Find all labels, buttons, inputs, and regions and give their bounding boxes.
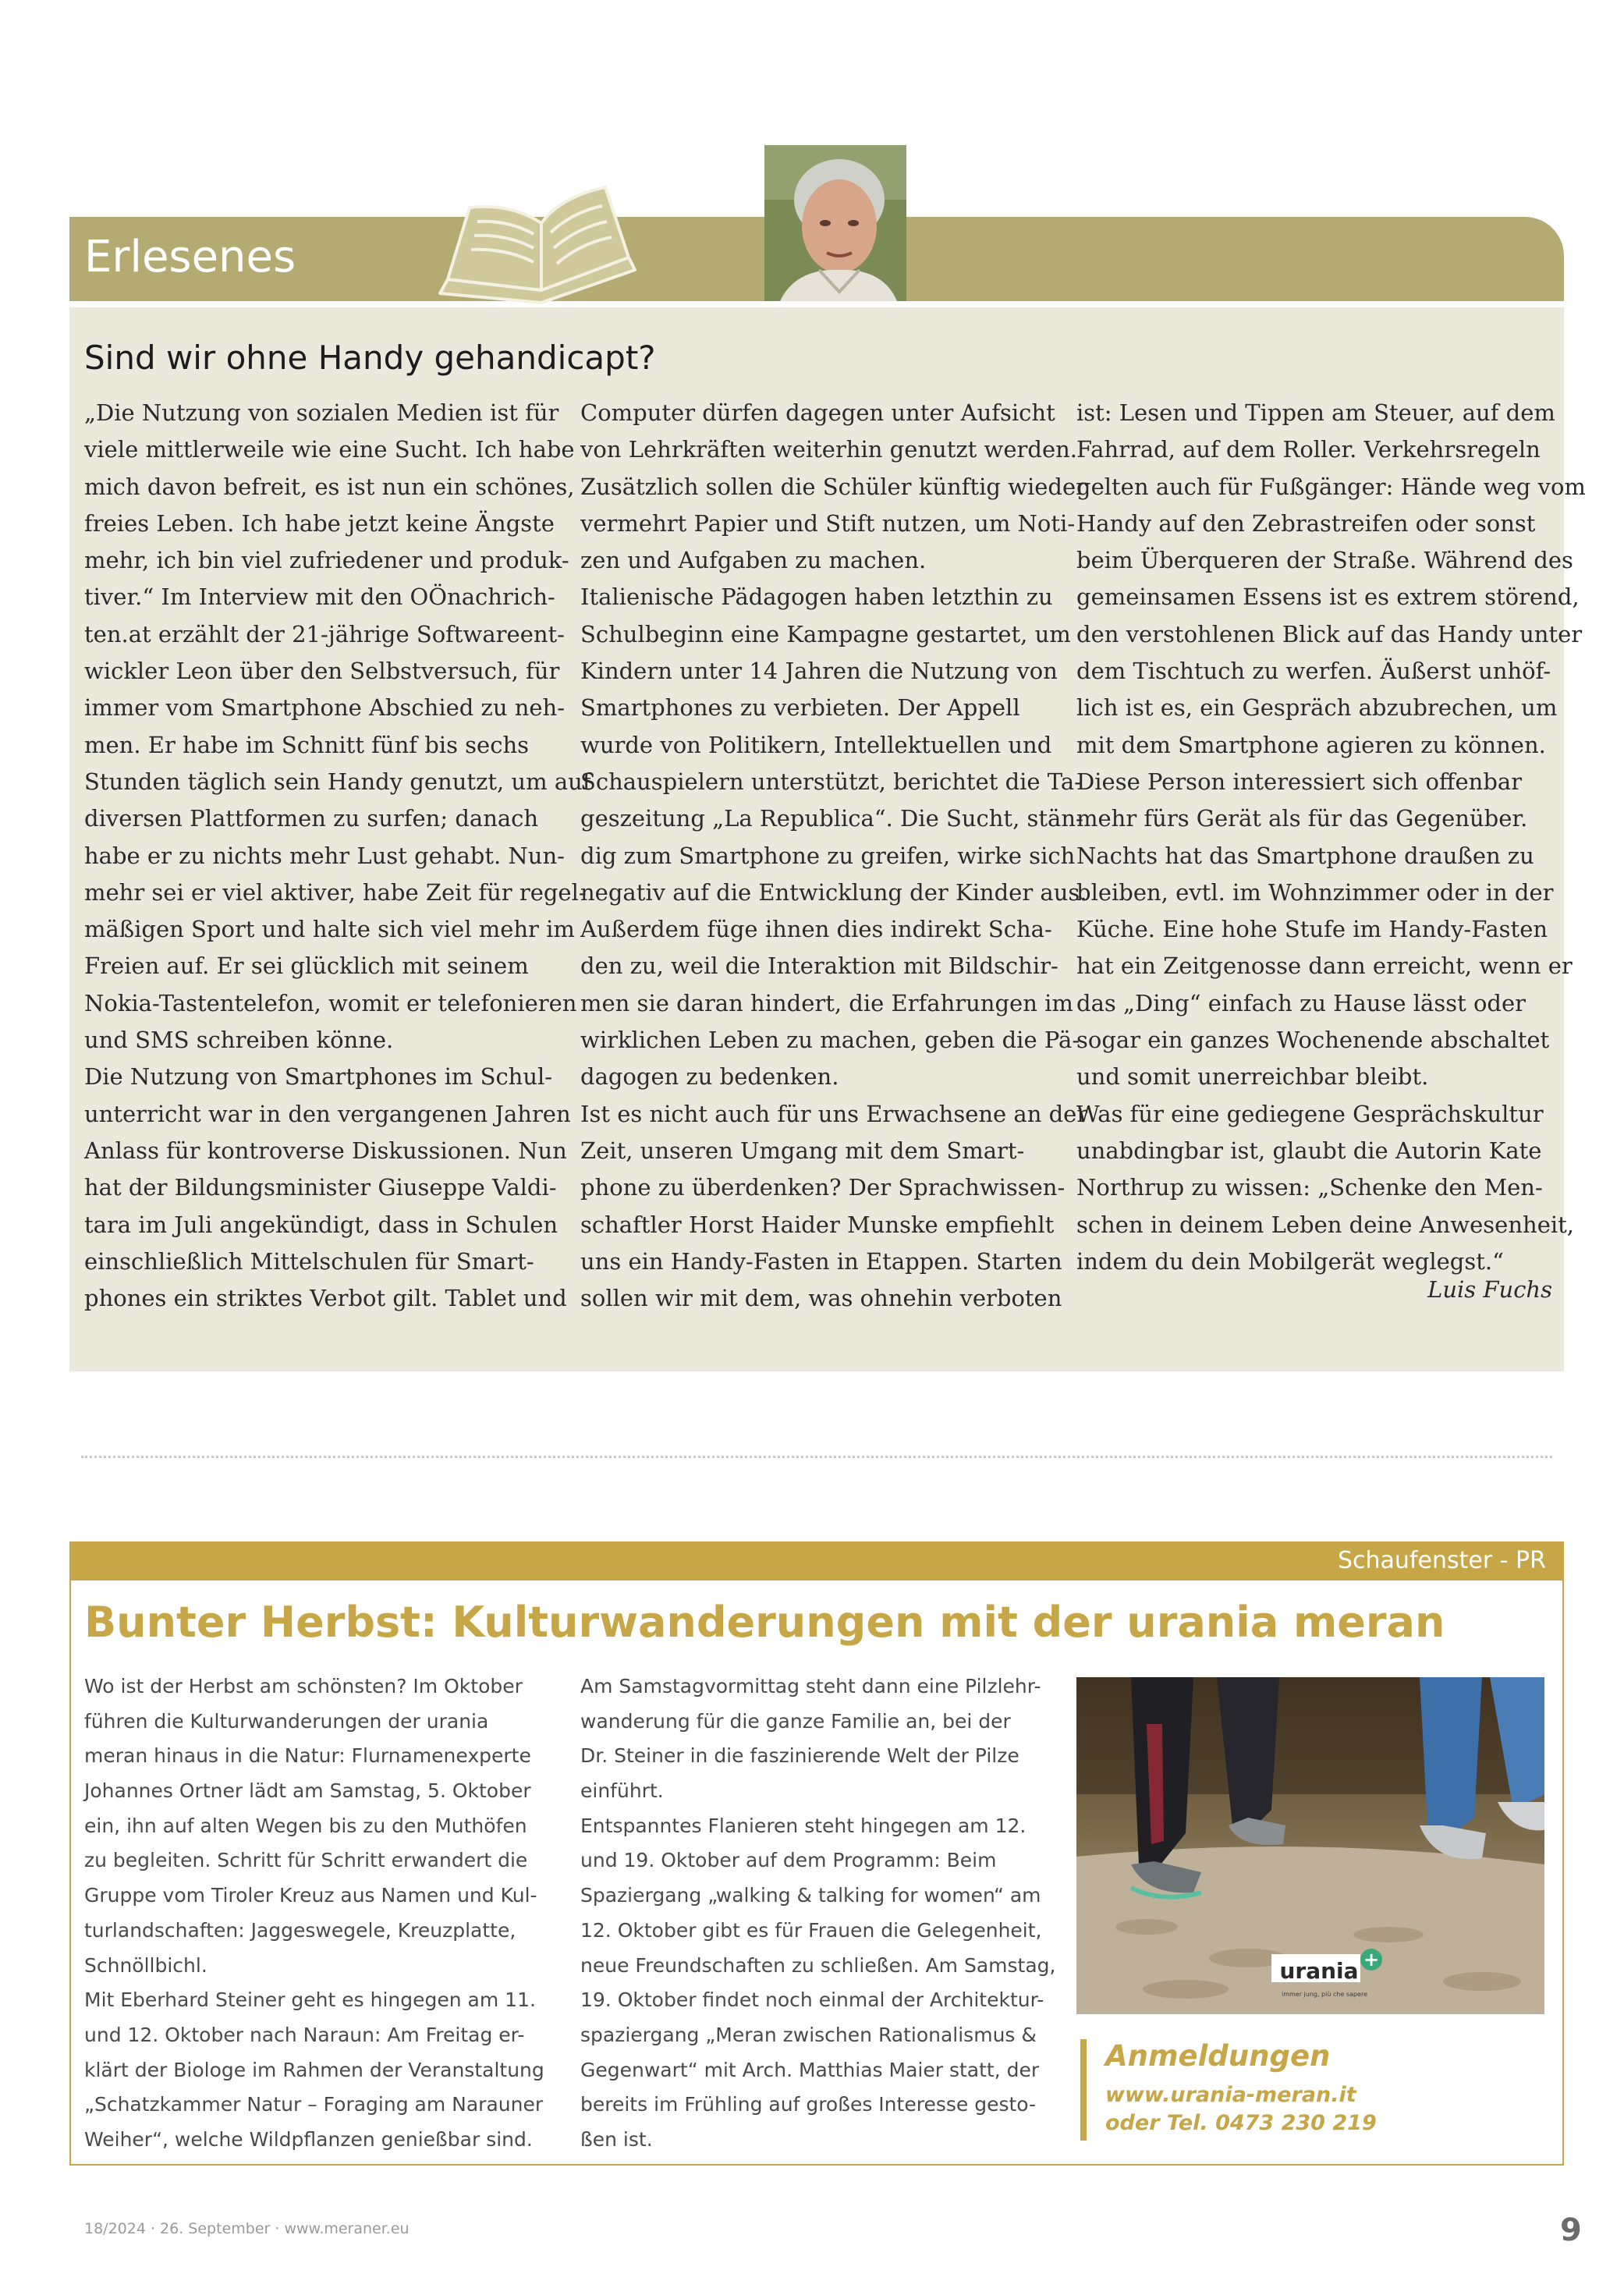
text-line: Gegenwart“ mit Arch. Matthias Maier statt, der bbox=[580, 2058, 1040, 2081]
text-line: Spaziergang „walking & talking for women“ am bbox=[580, 1884, 1041, 1907]
text-line: Johannes Ortner lädt am Samstag, 5. Oktober bbox=[84, 1779, 531, 1803]
text-line: spaziergang „Meran zwischen Rationalismus & bbox=[580, 2023, 1037, 2046]
text-line: mehr sei er viel aktiver, habe Zeit für regel- bbox=[84, 878, 587, 906]
text-line: zu begleiten. Schritt für Schritt erwandert die bbox=[84, 1849, 528, 1872]
pr-headline: Bunter Herbst: Kulturwanderungen mit der urania meran bbox=[84, 1598, 1445, 1647]
text-line: ein, ihn auf alten Wegen bis zu den Muthöfen bbox=[84, 1814, 527, 1837]
text-line: meran hinaus in die Natur: Flurnamenexperte bbox=[84, 1744, 531, 1768]
text-line: hat der Bildungsminister Giuseppe Valdi- bbox=[84, 1174, 557, 1201]
text-line: Die Nutzung von Smartphones im Schul- bbox=[84, 1063, 553, 1091]
pr-column-1 bbox=[84, 1669, 560, 2158]
article-author: Luis Fuchs bbox=[1427, 1276, 1552, 1303]
text-line: mehr, ich bin viel zufriedener und produk- bbox=[84, 547, 569, 574]
text-line: gemeinsamen Essens ist es extrem störend, bbox=[1076, 584, 1580, 611]
text-line: den verstohlenen Blick auf das Handy unter bbox=[1076, 620, 1583, 647]
text-line: einschließlich Mittelschulen für Smart- bbox=[84, 1247, 534, 1275]
urania-logo: urania bbox=[1279, 1958, 1359, 1984]
pr-tag: Schaufenster - PR bbox=[1338, 1547, 1546, 1574]
text-line: mich davon befreit, es ist nun ein schönes, bbox=[84, 473, 575, 500]
text-line: Kindern unter 14 Jahren die Nutzung von bbox=[580, 658, 1058, 685]
text-line: Diese Person interessiert sich offenbar bbox=[1076, 768, 1523, 795]
text-line: vermehrt Papier und Stift nutzen, um Noti- bbox=[580, 509, 1076, 537]
text-line: bleiben, evtl. im Wohnzimmer oder in der bbox=[1076, 878, 1554, 906]
text-line: Nachts hat das Smartphone draußen zu bbox=[1076, 842, 1534, 869]
text-line: das „Ding“ einfach zu Hause lässt oder bbox=[1076, 989, 1526, 1016]
text-line: unterricht war in den vergangenen Jahren bbox=[84, 1100, 571, 1127]
text-line: tara im Juli angekündigt, dass in Schulen bbox=[84, 1211, 558, 1238]
text-line: und SMS schreiben könne. bbox=[84, 1027, 394, 1054]
contact-phone: oder Tel. 0473 230 219 bbox=[1105, 2111, 1377, 2135]
text-line: hat ein Zeitgenosse dann erreicht, wenn er bbox=[1076, 952, 1573, 980]
divider bbox=[81, 1456, 1552, 1458]
text-line: ist: Lesen und Tippen am Steuer, auf dem bbox=[1076, 399, 1555, 426]
text-line: Dr. Steiner in die faszinierende Welt der Pilze bbox=[580, 1744, 1019, 1768]
text-line: Mit Eberhard Steiner geht es hingegen am 11. bbox=[84, 1988, 536, 2012]
text-line: uns ein Handy-Fasten in Etappen. Starten bbox=[580, 1247, 1062, 1275]
text-line: dem Tischtuch zu werfen. Äußerst unhöf- bbox=[1076, 658, 1551, 685]
text-line: beim Überqueren der Straße. Während des bbox=[1076, 547, 1573, 574]
text-line: Computer dürfen dagegen unter Aufsicht bbox=[580, 399, 1055, 426]
text-line: indem du dein Mobilgerät weglegst.“ bbox=[1076, 1247, 1504, 1275]
text-line: habe er zu nichts mehr Lust gehabt. Nun- bbox=[84, 842, 565, 869]
text-line: Schulbeginn eine Kampagne gestartet, um bbox=[580, 620, 1071, 647]
text-line: und somit unerreichbar bleibt. bbox=[1076, 1063, 1429, 1091]
text-line: ten.at erzählt der 21-jährige Softwareent- bbox=[84, 620, 565, 647]
text-line: Küche. Eine hohe Stufe im Handy-Fasten bbox=[1076, 916, 1548, 943]
text-line: „Schatzkammer Natur – Foraging am Narauner bbox=[84, 2093, 544, 2116]
article-column-2 bbox=[580, 395, 1088, 1317]
text-line: wurde von Politikern, Intellektuellen und bbox=[580, 731, 1052, 758]
text-line: einführt. bbox=[580, 1779, 664, 1803]
text-line: Northrup zu wissen: „Schenke den Men- bbox=[1076, 1174, 1543, 1201]
text-line: den zu, weil die Interaktion mit Bildschir- bbox=[580, 952, 1058, 980]
open-book-icon bbox=[424, 176, 651, 309]
text-line: klärt der Biologe im Rahmen der Veranstaltung bbox=[84, 2058, 544, 2081]
text-line: gelten auch für Fußgänger: Hände weg vom bbox=[1076, 473, 1586, 500]
text-line: schaftler Horst Haider Munske empfiehlt bbox=[580, 1211, 1055, 1238]
text-line: Wo ist der Herbst am schönsten? Im Oktober bbox=[84, 1675, 523, 1697]
page-number: 9 bbox=[1560, 2212, 1582, 2248]
urania-tagline: immer jung, più che sapere bbox=[1281, 1991, 1368, 1998]
section-title: Erlesenes bbox=[84, 232, 296, 282]
text-line: wirklichen Leben zu machen, geben die Pä- bbox=[580, 1027, 1080, 1054]
text-line: Ist es nicht auch für uns Erwachsene an der bbox=[580, 1100, 1088, 1127]
text-line: sogar ein ganzes Wochenende abschaltet bbox=[1076, 1027, 1550, 1054]
text-line: Außerdem füge ihnen dies indirekt Scha- bbox=[580, 916, 1052, 943]
text-line: bereits im Frühling auf großes Interesse gesto- bbox=[580, 2093, 1037, 2116]
text-line: Schnöllbichl. bbox=[84, 1953, 207, 1977]
text-line: Stunden täglich sein Handy genutzt, um auf bbox=[84, 768, 591, 795]
article-column-3 bbox=[1076, 395, 1586, 1280]
text-line: unabdingbar ist, glaubt die Autorin Kate bbox=[1076, 1137, 1542, 1164]
text-line: Entspanntes Flanieren steht hingegen am 12. bbox=[580, 1814, 1027, 1837]
text-line: Zeit, unseren Umgang mit dem Smart- bbox=[580, 1137, 1025, 1164]
text-line: dagogen zu bedenken. bbox=[580, 1063, 839, 1091]
text-line: Schauspielern unterstützt, berichtet die Ta- bbox=[580, 768, 1082, 795]
text-line: freies Leben. Ich habe jetzt keine Ängste bbox=[84, 509, 555, 537]
article-column-1 bbox=[84, 395, 591, 1317]
text-line: führen die Kulturwanderungen der urania bbox=[84, 1709, 489, 1733]
article-headline: Sind wir ohne Handy gehandicapt? bbox=[84, 339, 656, 377]
text-line: phone zu überdenken? Der Sprachwissen- bbox=[580, 1174, 1066, 1201]
text-line: Nokia-Tastentelefon, womit er telefonieren bbox=[84, 989, 577, 1016]
text-line: immer vom Smartphone Abschied zu neh- bbox=[84, 694, 566, 722]
text-line: zen und Aufgaben zu machen. bbox=[580, 547, 927, 574]
text-line: viele mittlerweile wie eine Sucht. Ich habe bbox=[84, 436, 575, 463]
contact-website[interactable]: www.urania-meran.it bbox=[1105, 2083, 1356, 2107]
text-line: „Die Nutzung von sozialen Medien ist für bbox=[84, 399, 559, 426]
text-line: dig zum Smartphone zu greifen, wirke sich bbox=[580, 842, 1076, 869]
text-line: 12. Oktober gibt es für Frauen die Gelegenheit, bbox=[580, 1918, 1042, 1942]
contact-title: Anmeldungen bbox=[1105, 2039, 1331, 2073]
text-line: Smartphones zu verbieten. Der Appell bbox=[580, 694, 1020, 722]
text-line: 19. Oktober findet noch einmal der Architektur- bbox=[580, 1988, 1044, 2012]
text-line: phones ein striktes Verbot gilt. Tablet und bbox=[84, 1285, 567, 1312]
text-line: tiver.“ Im Interview mit den OÖnachrich- bbox=[84, 584, 555, 611]
text-line: turlandschaften: Jaggeswegele, Kreuzplatte, bbox=[84, 1918, 516, 1942]
text-line: wickler Leon über den Selbstversuch, für bbox=[84, 658, 560, 685]
text-line: Weiher“, welche Wildpflanzen genießbar sind. bbox=[84, 2127, 533, 2151]
text-line: und 19. Oktober auf dem Programm: Beim bbox=[580, 1849, 997, 1872]
text-line: Handy auf den Zebrastreifen oder sonst bbox=[1076, 509, 1536, 537]
text-line: geszeitung „La Republica“. Die Sucht, stän- bbox=[580, 805, 1083, 832]
text-line: men. Er habe im Schnitt fünf bis sechs bbox=[84, 731, 530, 758]
text-line: und 12. Oktober nach Naraun: Am Freitag er- bbox=[84, 2023, 525, 2046]
text-line: Gruppe vom Tiroler Kreuz aus Namen und Kul- bbox=[84, 1884, 537, 1907]
plus-icon: + bbox=[1360, 1949, 1382, 1971]
text-line: mehr fürs Gerät als für das Gegenüber. bbox=[1076, 805, 1528, 832]
text-line: diversen Plattformen zu surfen; danach bbox=[84, 805, 539, 832]
footer-issue: 18/2024 · 26. September · www.meraner.eu bbox=[84, 2220, 410, 2237]
text-line: Fahrrad, auf dem Roller. Verkehrsregeln bbox=[1076, 436, 1541, 463]
text-line: Zusätzlich sollen die Schüler künftig wieder bbox=[580, 473, 1087, 500]
author-portrait bbox=[764, 145, 906, 301]
text-line: sollen wir mit dem, was ohnehin verboten bbox=[580, 1285, 1062, 1312]
text-line: schen in deinem Leben deine Anwesenheit, bbox=[1076, 1211, 1574, 1238]
text-line: Anlass für kontroverse Diskussionen. Nun bbox=[84, 1137, 567, 1164]
text-line: Italienische Pädagogen haben letzthin zu bbox=[580, 584, 1053, 611]
text-line: neue Freundschaften zu schließen. Am Samstag, bbox=[580, 1953, 1056, 1977]
text-line: lich ist es, ein Gespräch abzubrechen, um bbox=[1076, 694, 1558, 722]
pr-column-2 bbox=[580, 1669, 1064, 2158]
text-line: Freien auf. Er sei glücklich mit seinem bbox=[84, 952, 529, 980]
text-line: mäßigen Sport und halte sich viel mehr im bbox=[84, 916, 575, 943]
contact-accent-bar bbox=[1080, 2039, 1087, 2141]
text-line: Am Samstagvormittag steht dann eine Pilzlehr- bbox=[580, 1675, 1041, 1697]
text-line: negativ auf die Entwicklung der Kinder aus. bbox=[580, 878, 1087, 906]
text-line: mit dem Smartphone agieren zu können. bbox=[1076, 731, 1546, 758]
text-line: men sie daran hindert, die Erfahrungen im bbox=[580, 989, 1073, 1016]
text-line: Was für eine gediegene Gesprächskultur bbox=[1076, 1100, 1544, 1127]
text-line: ßen ist. bbox=[580, 2127, 653, 2151]
text-line: wanderung für die ganze Familie an, bei der bbox=[580, 1709, 1011, 1733]
text-line: von Lehrkräften weiterhin genutzt werden. bbox=[580, 436, 1078, 463]
